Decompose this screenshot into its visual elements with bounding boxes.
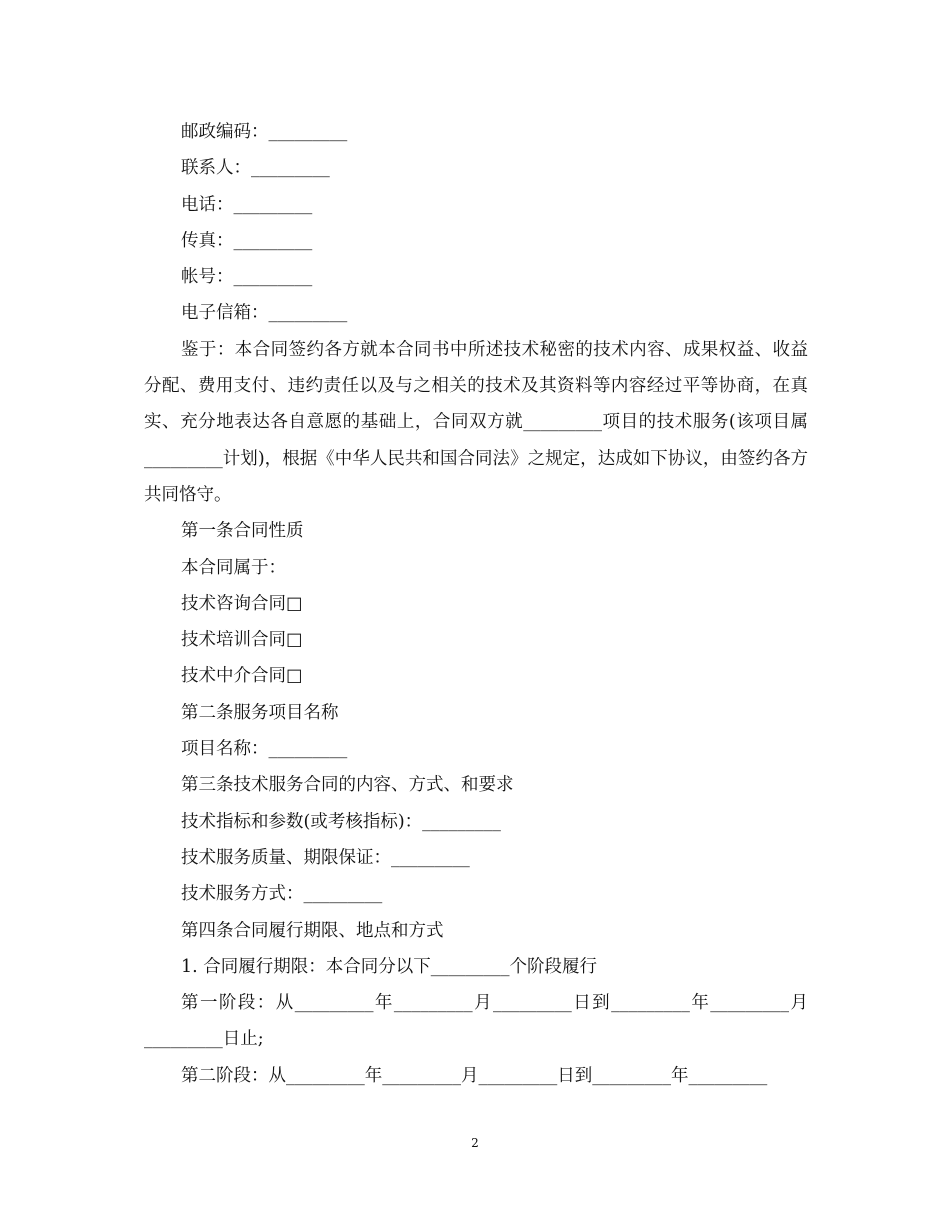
contact-person-line: 联系人：_________ xyxy=(181,158,330,179)
preamble-paragraph: 鉴于：本合同签约各方就本合同书中所述技术秘密的技术内容、成果权益、收益分配、费用支付、违约责任以及与之相关的技术及其资料等内容经过平等协商，在真实、充分地表达各自意愿的基础上，合同双方就_________项目的技术服务(该项目属_________计划)，根据《中华人民共和国合同法》之规定，达成如下协议，由签约各方共同恪守。 xyxy=(144,339,808,505)
technical-indicators-line: 技术指标和参数(或考核指标)：_________ xyxy=(181,811,501,832)
performance-period-line: 1. 合同履行期限：本合同分以下_________个阶段履行 xyxy=(181,956,598,977)
article-3-heading: 第三条技术服务合同的内容、方式、和要求 xyxy=(181,775,514,796)
article-1-heading: 第一条合同性质 xyxy=(181,521,304,542)
account-line: 帐号：_________ xyxy=(181,267,313,288)
article-4-heading: 第四条合同履行期限、地点和方式 xyxy=(181,920,444,941)
option-training: 技术培训合同□ xyxy=(181,630,303,651)
option-intermediary: 技术中介合同□ xyxy=(181,666,303,687)
page-number: 2 xyxy=(471,1136,479,1150)
email-line: 电子信箱：_________ xyxy=(181,303,348,324)
postal-code-line: 邮政编码：_________ xyxy=(181,122,348,142)
stage-2-line: 第二阶段：从_________年_________月_________日到_________年_________ xyxy=(181,1065,768,1086)
fax-line: 传真：_________ xyxy=(181,230,313,251)
stage-1-paragraph: 第一阶段：从_________年_________月_________日到_________年_________月_________日止; xyxy=(144,993,808,1050)
service-method-line: 技术服务方式：_________ xyxy=(181,884,383,905)
project-name-line: 项目名称：_________ xyxy=(181,739,348,760)
article-2-heading: 第二条服务项目名称 xyxy=(181,702,339,723)
option-consulting: 技术咨询合同□ xyxy=(181,593,303,614)
service-quality-line: 技术服务质量、期限保证：_________ xyxy=(181,847,470,868)
contract-type-label: 本合同属于： xyxy=(181,557,286,578)
document-body xyxy=(144,114,808,1094)
phone-line: 电话：_________ xyxy=(181,194,313,215)
